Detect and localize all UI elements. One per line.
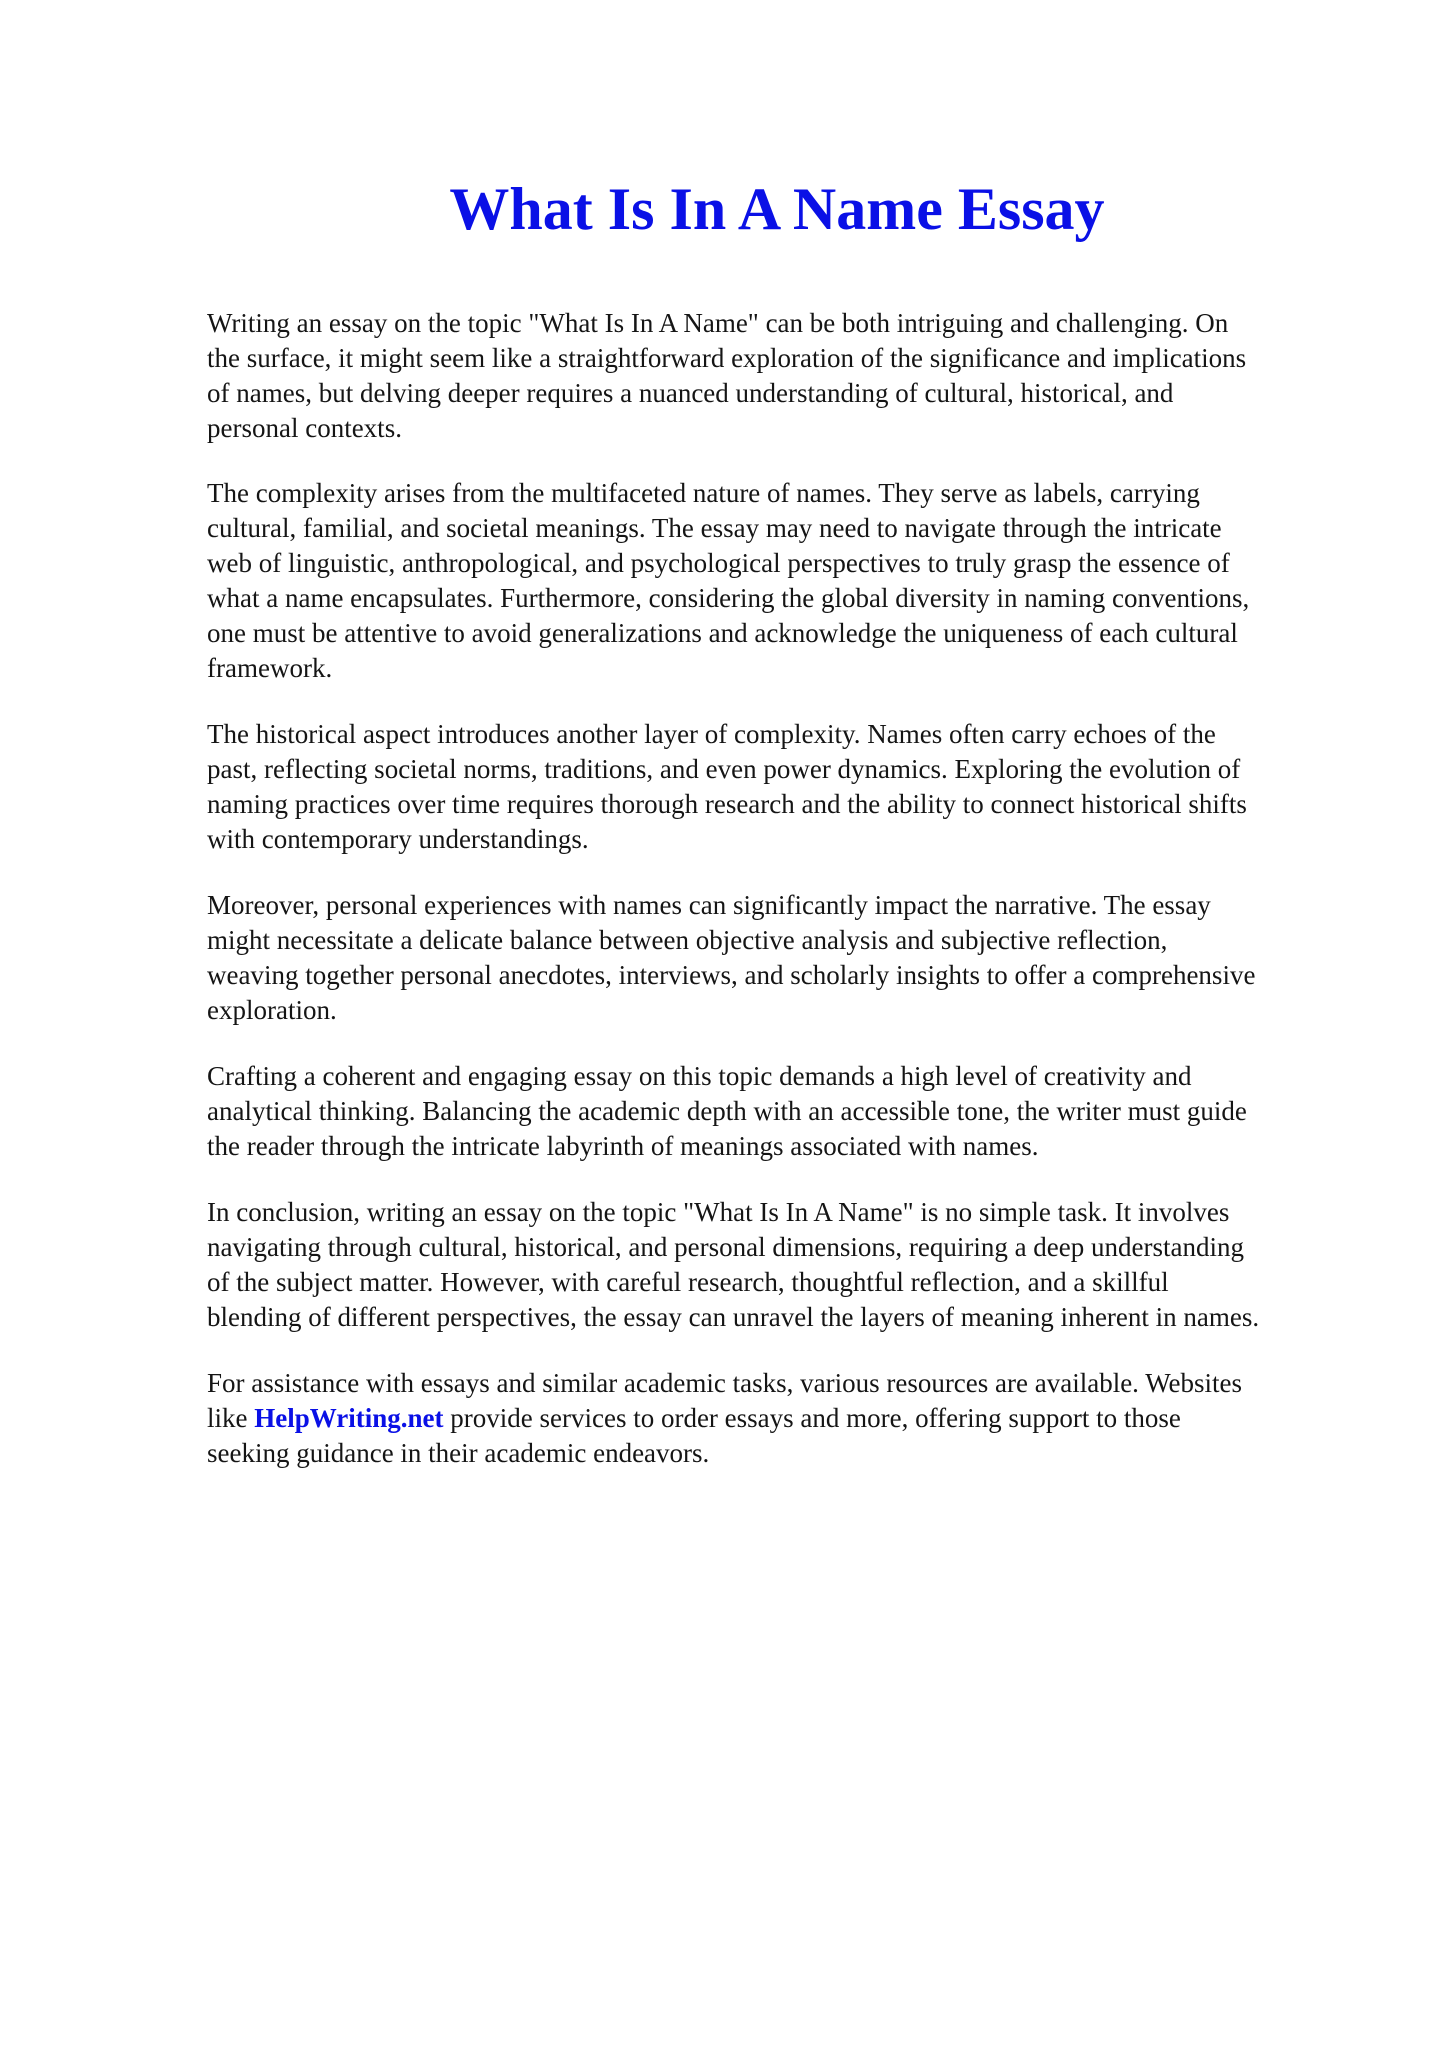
text-line: of names, but delving deeper requires a nuanced understanding of cultural, historical, and [207,378,1174,408]
helpwriting-link[interactable]: HelpWriting.net [254,1403,444,1433]
page-title: What Is In A Name Essay [449,176,1105,242]
text-line-with-link [207,1401,1367,1436]
paragraph-historical [207,717,1367,857]
paragraph-crafting [207,1059,1367,1164]
text-line: navigating through cultural, historical, and personal dimensions, requiring a deep understanding [207,1232,1244,1262]
text-line: with contemporary understandings. [207,824,589,854]
text-line: might necessitate a delicate balance between objective analysis and subjective reflection, [207,925,1168,955]
text-line: analytical thinking. Balancing the academic depth with an accessible tone, the writer must guide [207,1096,1247,1126]
text-line: exploration. [207,995,337,1025]
text-line: web of linguistic, anthropological, and psychological perspectives to truly grasp the essence of [207,548,1230,578]
paragraph-intro [207,306,1367,446]
text-line: In conclusion, writing an essay on the topic "What Is In A Name" is no simple task. It involves [207,1197,1230,1227]
text-line: the reader through the intricate labyrinth of meanings associated with names. [207,1131,1039,1161]
text-line: framework. [207,653,333,683]
text-line: past, reflecting societal norms, traditions, and even power dynamics. Exploring the evolution of [207,754,1241,784]
text-line: naming practices over time requires thorough research and the ability to connect historical shifts [207,789,1247,819]
text-line: Crafting a coherent and engaging essay on this topic demands a high level of creativity and [207,1061,1192,1091]
paragraph-complexity [207,476,1367,686]
text-line: weaving together personal anecdotes, interviews, and scholarly insights to offer a comprehensive [207,960,1256,990]
text-line: personal contexts. [207,413,402,443]
paragraph-conclusion [207,1195,1367,1335]
text-line: The complexity arises from the multifaceted nature of names. They serve as labels, carrying [207,478,1200,508]
text-line: the surface, it might seem like a straightforward exploration of the significance and implications [207,343,1247,373]
text-line: For assistance with essays and similar academic tasks, various resources are available. Websites [207,1368,1243,1398]
text-line: what a name encapsulates. Furthermore, considering the global diversity in naming conventions, [207,583,1250,613]
text-line: The historical aspect introduces another layer of complexity. Names often carry echoes of the [207,719,1216,749]
text-line: one must be attentive to avoid generalizations and acknowledge the uniqueness of each cultural [207,618,1238,648]
text-line: Writing an essay on the topic "What Is In A Name" can be both intriguing and challenging. On [207,308,1229,338]
link-suffix-text: provide services to order essays and more, offering support to those [443,1403,1181,1433]
text-line: cultural, familial, and societal meanings. The essay may need to navigate through the intricate [207,513,1222,543]
text-line: Moreover, personal experiences with names can significantly impact the narrative. The essay [207,890,1211,920]
text-line: seeking guidance in their academic endeavors. [207,1438,710,1468]
text-line: blending of different perspectives, the essay can unravel the layers of meaning inherent in names. [207,1302,1260,1332]
paragraph-resources [207,1366,1367,1471]
paragraph-personal [207,888,1367,1028]
text-line: of the subject matter. However, with careful research, thoughtful reflection, and a skillful [207,1267,1169,1297]
link-prefix-text: like [207,1403,255,1433]
